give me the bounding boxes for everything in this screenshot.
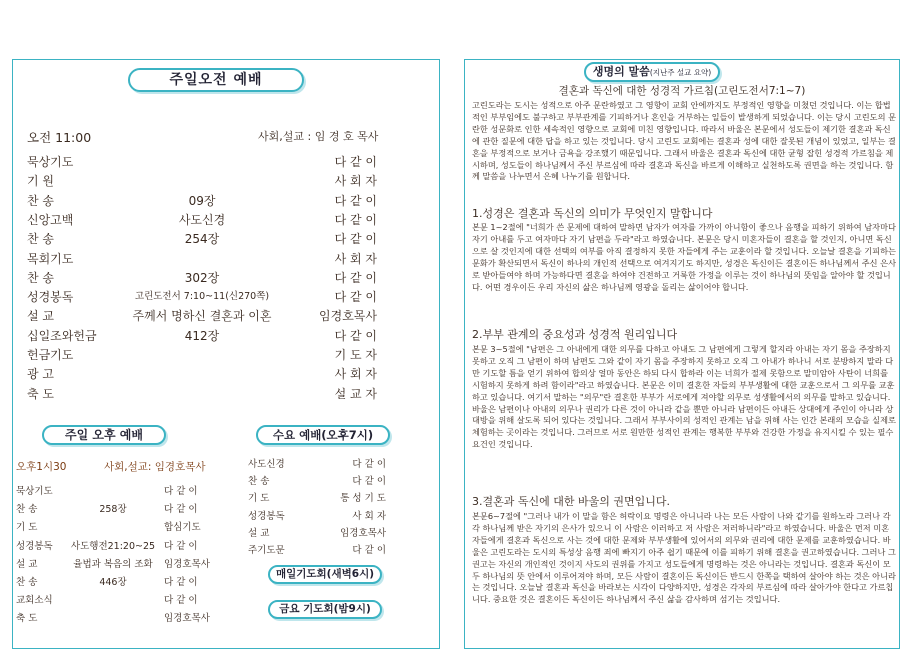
service-order-row — [27, 288, 377, 306]
service-order-row — [27, 385, 377, 403]
row-item: 설 교 — [16, 558, 38, 570]
service-order-row — [16, 538, 216, 556]
service-order-row — [27, 269, 377, 287]
friday-prayer-badge: 금요 기도회(밤9시) — [268, 600, 382, 619]
row-detail: 258장 — [99, 504, 127, 516]
service-order-row — [248, 490, 386, 508]
row-detail: 09장 — [188, 193, 216, 208]
section-2-heading: 2.부부 관계의 중요성과 성경적 원리입니다 — [472, 328, 678, 341]
row-by: 다 같 이 — [352, 476, 386, 488]
section-1-body: 본문 1~2절에 "너희가 쓴 문제에 대하여 말하면 남자가 여자를 가까이 아니함이 좋으나 음행을 피하기 위하여 남자마다 자기 아내를 두고 여자마다 자기 남편을 두라"라고 하였습니다. 본문은 당시 미혼자들이 결혼을 할 것인지, 아니면 독신으로 살 것인지에 대한 선택의 여부를 아직 결정하지 못한 자들에게 주는 교훈이라 할 것입니다. 오늘날 결혼을 기피하는 문화가 확산되면서 독신이 하나의 개인적 선택으로 여겨지기도 하지만, 성경은 독신이든 결혼이든 하나님께서 주신 은사로 받아들여야 하며 가능하다면 결혼을 하여야 건전하고 거룩한 가정을 이루는 것이 하나님의 뜻임을 알아야 할 것입니다. 어떤 경우이든 우리 자신의 삶은 하나님께 영광을 돌리는 삶이어야 합니다. — [472, 222, 896, 292]
section-3-heading: 3.결혼과 독신에 대한 바울의 권면입니다. — [472, 495, 670, 508]
sermon-intro: 고린도라는 도시는 성적으로 아주 문란하였고 그 영향이 교회 안에까지도 부정적인 영향을 미쳤던 것입니다. 이는 합법적인 부부임에도 불구하고 부부관계를 기피하거나 혼인을 거부하는 일들이 발생하게 되었습니다. 이는 당시 고린도의 문란한 성문화로 인한 세속적인 영향으로 교회에 미친 영향입니다. 따라서 바울은 본문에서 성도들이 제기한 결혼과 독신에 관한 질문에 대한 답을 하고 있는 것입니다. 당시 고린도 교회에는 결혼과 성에 대한 잘못된 개념이 있었고, 일부는 결혼을 부정적으로 보거나 금욕을 강조했기 때문입니다. 그래서 바울은 결혼과 독신에 대한 균형 잡힌 성경적 가르침을 제시하며, 성도들이 하나님께서 주신 부르심에 따라 결혼과 독신을 바르게 이해하고 실천하도록 권면을 하는 것입니다. 함께 말씀을 나누면서 은혜 나누기를 원합니다. — [472, 100, 896, 182]
row-item: 기 도 — [248, 493, 270, 505]
row-by: 다 같 이 — [164, 577, 198, 588]
row-item: 찬 송 — [27, 232, 54, 247]
row-by: 사 회 자 — [334, 367, 377, 382]
service-order-row — [27, 211, 377, 229]
row-item: 찬 송 — [16, 577, 38, 588]
service-order-row — [16, 519, 216, 537]
row-item: 설 교 — [248, 527, 270, 539]
am-service-time: 오전 11:00 — [27, 130, 92, 145]
service-order-row — [16, 574, 216, 592]
row-detail: 고린도전서 7:10~11(신270쪽) — [134, 291, 270, 303]
row-item: 기 도 — [16, 522, 38, 534]
am-service-title: 주일오전 예배 — [128, 68, 304, 92]
service-order-row — [27, 250, 377, 268]
row-item: 사도신경 — [248, 459, 285, 470]
row-item: 성경봉독 — [248, 510, 285, 522]
service-order-row — [248, 542, 386, 560]
row-by: 다 같 이 — [164, 504, 198, 516]
service-order-row — [248, 456, 386, 474]
daily-prayer-badge: 매일기도회(새벽6시) — [268, 565, 382, 584]
section-1-heading: 1.성경은 결혼과 독신의 의미가 무엇인지 말합니다 — [472, 207, 713, 220]
row-by: 다 같 이 — [334, 270, 377, 285]
row-item: 광 고 — [27, 367, 54, 382]
row-by: 다 같 이 — [164, 595, 198, 607]
row-by: 임경호목사 — [164, 558, 210, 570]
row-item: 신앙고백 — [27, 212, 74, 227]
service-order-row — [248, 508, 386, 526]
row-item: 찬 송 — [16, 504, 38, 516]
service-order-row — [27, 230, 377, 248]
row-detail: 주께서 명하신 결혼과 이혼 — [132, 309, 272, 324]
row-item: 목회기도 — [27, 251, 74, 266]
row-by: 통 성 기 도 — [340, 493, 386, 505]
row-item: 묵상기도 — [27, 155, 74, 169]
row-by: 다 같 이 — [334, 212, 377, 227]
pm-service-leaders: 사회,설교: 임경호목사 — [104, 461, 206, 473]
row-item: 축 도 — [16, 613, 38, 625]
row-by: 다 같 이 — [334, 155, 377, 169]
row-item: 헌금기도 — [27, 348, 74, 362]
row-item: 찬 송 — [27, 270, 54, 285]
row-by: 합심기도 — [164, 522, 201, 534]
row-item: 성경봉독 — [27, 290, 74, 305]
service-order-row — [16, 483, 216, 501]
row-detail: 254장 — [184, 232, 220, 247]
row-item: 교회소식 — [16, 595, 53, 607]
row-item: 찬 송 — [27, 193, 54, 208]
row-by: 사 회 자 — [334, 174, 377, 189]
row-by: 사 회 자 — [352, 510, 386, 522]
row-by: 임경호목사 — [164, 613, 210, 625]
row-by: 다 같 이 — [334, 290, 377, 305]
row-by: 다 같 이 — [352, 459, 386, 470]
service-order-row — [16, 610, 216, 628]
row-by: 다 같 이 — [334, 193, 377, 208]
row-by: 설 교 자 — [334, 386, 377, 401]
row-item: 주기도문 — [248, 545, 285, 556]
pm-service-title: 주일 오후 예배 — [42, 425, 166, 445]
row-by: 다 같 이 — [164, 540, 198, 552]
row-by: 다 같 이 — [352, 545, 386, 556]
sermon-title — [584, 62, 720, 82]
service-order-row — [27, 346, 377, 364]
wed-service-title: 수요 예배(오후7시) — [256, 425, 390, 445]
row-detail: 412장 — [184, 328, 220, 343]
row-item: 기 원 — [27, 174, 54, 189]
service-order-row — [248, 473, 386, 491]
service-order-row — [27, 153, 377, 171]
row-by: 다 같 이 — [164, 486, 198, 497]
row-item: 설 교 — [27, 309, 54, 324]
row-by: 임경호목사 — [340, 527, 386, 539]
row-item: 묵상기도 — [16, 486, 53, 497]
sermon-title-text: 생명의 말씀 — [592, 65, 650, 78]
row-by: 다 같 이 — [334, 328, 377, 343]
row-detail: 율법과 복음의 조화 — [73, 558, 153, 570]
service-order-row — [27, 307, 377, 325]
row-by: 다 같 이 — [334, 232, 377, 247]
service-order-row — [27, 327, 377, 345]
row-by: 기 도 자 — [334, 348, 377, 362]
row-item: 성경봉독 — [16, 540, 53, 552]
service-order-row — [16, 501, 216, 519]
service-order-row — [27, 172, 377, 190]
pm-service-time: 오후1시30 — [16, 461, 67, 473]
row-detail: 사도행전21:20~25 — [70, 540, 156, 552]
row-by: 임경호목사 — [319, 309, 377, 324]
sermon-subtitle: 결혼과 독신에 대한 성경적 가르침(고린도전서7:1~7) — [558, 85, 806, 97]
service-order-row — [27, 192, 377, 210]
sermon-title-note: (지난주 설교 요약) — [649, 68, 712, 77]
section-2-body: 본문 3~5절에 "남편은 그 아내에게 대한 의무를 다하고 아내도 그 남편에게 그렇게 할지라 아내는 자기 몸을 주장하지 못하고 오직 그 남편이 하며 남편도 그와 같이 자기 몸을 주장하지 못하고 오직 그 아내가 하나니 서로 분방하지 말라 다만 기도할 틈을 얻기 위하여 합의상 얼마 동안은 하되 다시 합하라 이는 너희가 절제 못함으로 말미암아 사탄이 너희를 시험하지 못하게 하려 함이라"라고 하였습니다. 본문은 이미 결혼한 자들의 부부생활에 대한 교훈으로서 그 의무를 교훈하고 있습니다. 여기서 말하는 "의무"란 결혼한 부부가 서로에게 져야할 의무로 성생활에서의 의무를 말하고 있습니다. 바울은 남편이나 아내의 의무나 권리가 다른 것이 아니라 같을 뿐만 아니라 남편이든 아내든 상대에게 주인이 아니라 상대방을 위해 살도록 되어 있다는 것입니다. 그래서 부부사이의 성적인 관계는 남을 위해 사는 인간 본래의 모습을 실제로 체험하는 곳이라는 것입니다. 그러므로 서로 원만한 성적인 관계는 행복한 부부와 건강한 가정을 유지시킬 수 있는 필수 요건인 것입니다. — [472, 344, 896, 450]
service-order-row — [16, 556, 216, 574]
service-order-row — [16, 592, 216, 610]
am-service-leaders: 사회,설교 : 임 경 호 목사 — [258, 130, 379, 143]
row-detail: 446장 — [99, 577, 127, 588]
row-by: 사 회 자 — [334, 251, 377, 266]
service-order-row — [27, 365, 377, 383]
row-detail: 302장 — [184, 270, 220, 285]
service-order-row — [248, 525, 386, 543]
row-item: 십일조와헌금 — [27, 328, 97, 343]
row-item: 찬 송 — [248, 476, 270, 488]
section-3-body: 본문6~7절에 "그러나 내가 이 말을 함은 허락이요 명령은 아니니라 나는 모든 사람이 나와 같기를 원하노라 그러나 각각 하나님께 받은 자기의 은사가 있으니 이 사람은 이러하고 저 사람은 저러하니라"라고 하였습니다. 바울은 먼저 미혼자들에게 결혼과 독신으로 사는 것에 대한 문제와 부부생활에 있어서의 의무와 권리에 대한 문제를 교훈하였습니다. 바울은 고린도라는 도시의 특성상 음행 죄에 빠지기 아주 쉽기 때문에 이를 피하기 위해 결혼을 권고하였습니다. 그러나 그 권고는 자신의 개인적인 것이지 사도의 권위를 가지고 성도들에게 명령하는 것은 아니라는 것입니다. 결혼과 독신이 모두 하나님의 뜻 안에서 이루어져야 하며, 모든 사람이 결혼이든 독신이든 반드시 한쪽을 택하여 살아야 하는 것은 아니라는 것입니다. 오늘날 결혼과 독신을 바라보는 시각이 다양하지만, 성경은 각자의 부르심에 따라 살아가야 한다고 가르칩니다. 중요한 것은 결혼이든 독신이든 하나님께서 주신 삶을 감사하며 섬기는 것입니다. — [472, 511, 896, 605]
row-detail: 사도신경 — [178, 212, 226, 227]
row-item: 축 도 — [27, 386, 54, 401]
